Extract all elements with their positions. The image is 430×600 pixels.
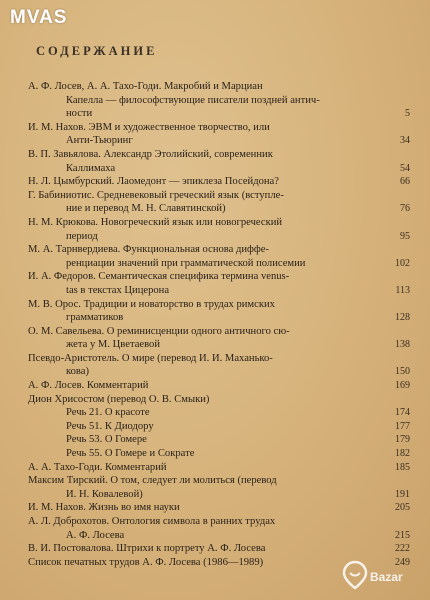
toc-entry [28,243,410,270]
toc-entry [28,189,410,216]
toc-entry-text: И. М. Нахов. Жизнь во имя науки [28,502,180,514]
toc-page-number: 205 [395,502,410,514]
toc-entry-text: период [66,230,98,242]
toc-entry-text: И. А. Федоров. Семантическая специфика термина venus- [28,271,290,283]
toc-entry-text: А. Л. Доброхотов. Онтология символа в ранних трудах [28,516,276,527]
toc-entry-text: Список печатных трудов А. Ф. Лосева (1986—1989) [28,556,264,568]
toc-entry [28,420,410,434]
toc-entry-text: ности [66,108,93,120]
toc-page-number: 150 [395,366,410,378]
toc-page-number: 54 [400,162,410,174]
toc-entry [28,433,410,447]
toc-page-number: 76 [400,203,410,215]
toc-page-number: 174 [395,407,410,419]
page-title: СОДЕРЖАНИЕ [36,44,158,58]
toc-entry-text: М. А. Тарнвердиева. Функциональная основа диффе- [28,244,269,256]
toc-entry-text: В. И. Постовалова. Штрихи к портрету А. Ф. Лосева [28,543,266,555]
toc-entry [28,542,410,556]
toc-entry [28,501,410,515]
toc-entry-text: Речь 51. К Диодору [66,420,154,432]
toc-entry [28,121,410,148]
toc-entry [28,325,410,352]
toc-entry-text: Каллимаха [66,162,116,174]
toc-entry-text: И. Н. Ковалевой) [66,488,143,500]
toc-entry-text: М. В. Орос. Традиции и новаторство в трудах римских [28,298,275,310]
toc-entry-text: tas в текстах Цицерона [66,284,170,296]
toc-entry-text: ние и перевод М. Н. Славятинской) [66,203,226,215]
toc-entry [28,474,410,501]
toc-entry-text: Дион Хрисостом (перевод О. В. Смыки) [28,393,210,405]
toc-entry [28,447,410,461]
toc-page-number: 249 [395,556,410,568]
toc-page-number: 222 [395,543,410,555]
toc-entry [28,515,410,542]
toc-entry-text: Речь 55. О Гомере и Сократе [66,448,195,460]
toc-page-number: 179 [395,434,410,446]
toc-entry-text: А. Ф. Лосев, А. А. Тахо-Годи. Макробий и Марциан [28,81,263,92]
toc-entry-text: Н. Л. Цымбурский. Лаомедонт — эпиклеза Посейдона? [28,176,279,188]
toc-entry [28,298,410,325]
toc-entry-text: А. Ф. Лосев. Комментарий [28,380,149,392]
toc-entry-text: А. Ф. Лосева [66,529,125,541]
toc-entry-text: Н. М. Крюкова. Новогреческий язык или новогреческий [28,216,283,228]
toc-page-number: 95 [400,230,410,242]
toc-page-number: 128 [395,312,410,324]
toc-entry-text: Анти-Тьюринг [66,135,133,147]
toc-page-number: 34 [400,135,410,147]
toc-entry [28,148,410,175]
toc-entry-text: Речь 21. О красоте [66,407,150,419]
toc-page-number: 185 [395,461,410,473]
toc-entry-text: Капелла — философствующие писатели поздней антич- [66,94,320,106]
toc-entry [28,556,410,570]
toc-page-number: 138 [395,339,410,351]
toc-entry [28,216,410,243]
toc-entry-text: Г. Бабиниотис. Средневековый греческий язык (вступле- [28,189,284,201]
toc-entry [28,352,410,379]
toc-entry [28,270,410,297]
toc-page-number: 66 [400,176,410,188]
toc-page-number: 191 [395,488,410,500]
watermark-text: Bazar [370,570,403,584]
toc-entry [28,379,410,393]
toc-page-number: 177 [395,420,410,432]
toc-page-number: 215 [395,529,410,541]
toc-entry [28,406,410,420]
toc-entry-text: ренциации значений при грамматической полисемии [66,257,306,269]
toc-page-number: 5 [405,108,410,120]
toc-entry-text: И. М. Нахов. ЭВМ и художественное творчество, или [28,121,270,133]
toc-entry-text: О. М. Савельева. О реминисценции одного античного сю- [28,325,290,337]
toc-entry [28,80,410,121]
toc-page-number: 182 [395,448,410,460]
toc-entry [28,393,388,407]
toc-entry-text: жета у М. Цветаевой [66,339,161,351]
watermark-logo-bottom [342,560,420,594]
toc-entry-text: Максим Тирский. О том, следует ли молиться (перевод [28,475,277,487]
toc-entry-text: В. П. Завьялова. Александр Этолийский, современник [28,148,273,160]
toc-entry-text: Псевдо-Аристотель. О мире (перевод И. И. Маханько- [28,352,273,364]
toc-entry-text: Речь 53. О Гомере [66,434,147,446]
toc-page-number: 102 [395,257,410,269]
toc-entry [28,461,410,475]
toc-page-number: 169 [395,380,410,392]
table-of-contents [28,80,410,569]
toc-entry [28,175,410,189]
toc-page-number: 113 [395,284,410,296]
toc-entry-text: грамматиков [66,312,124,324]
toc-entry-text: кова) [66,366,89,378]
bazar-logo-icon [342,560,368,590]
toc-entry-text: А. А. Тахо-Годи. Комментарий [28,461,167,473]
watermark-logo-top: MVAS [10,7,68,28]
